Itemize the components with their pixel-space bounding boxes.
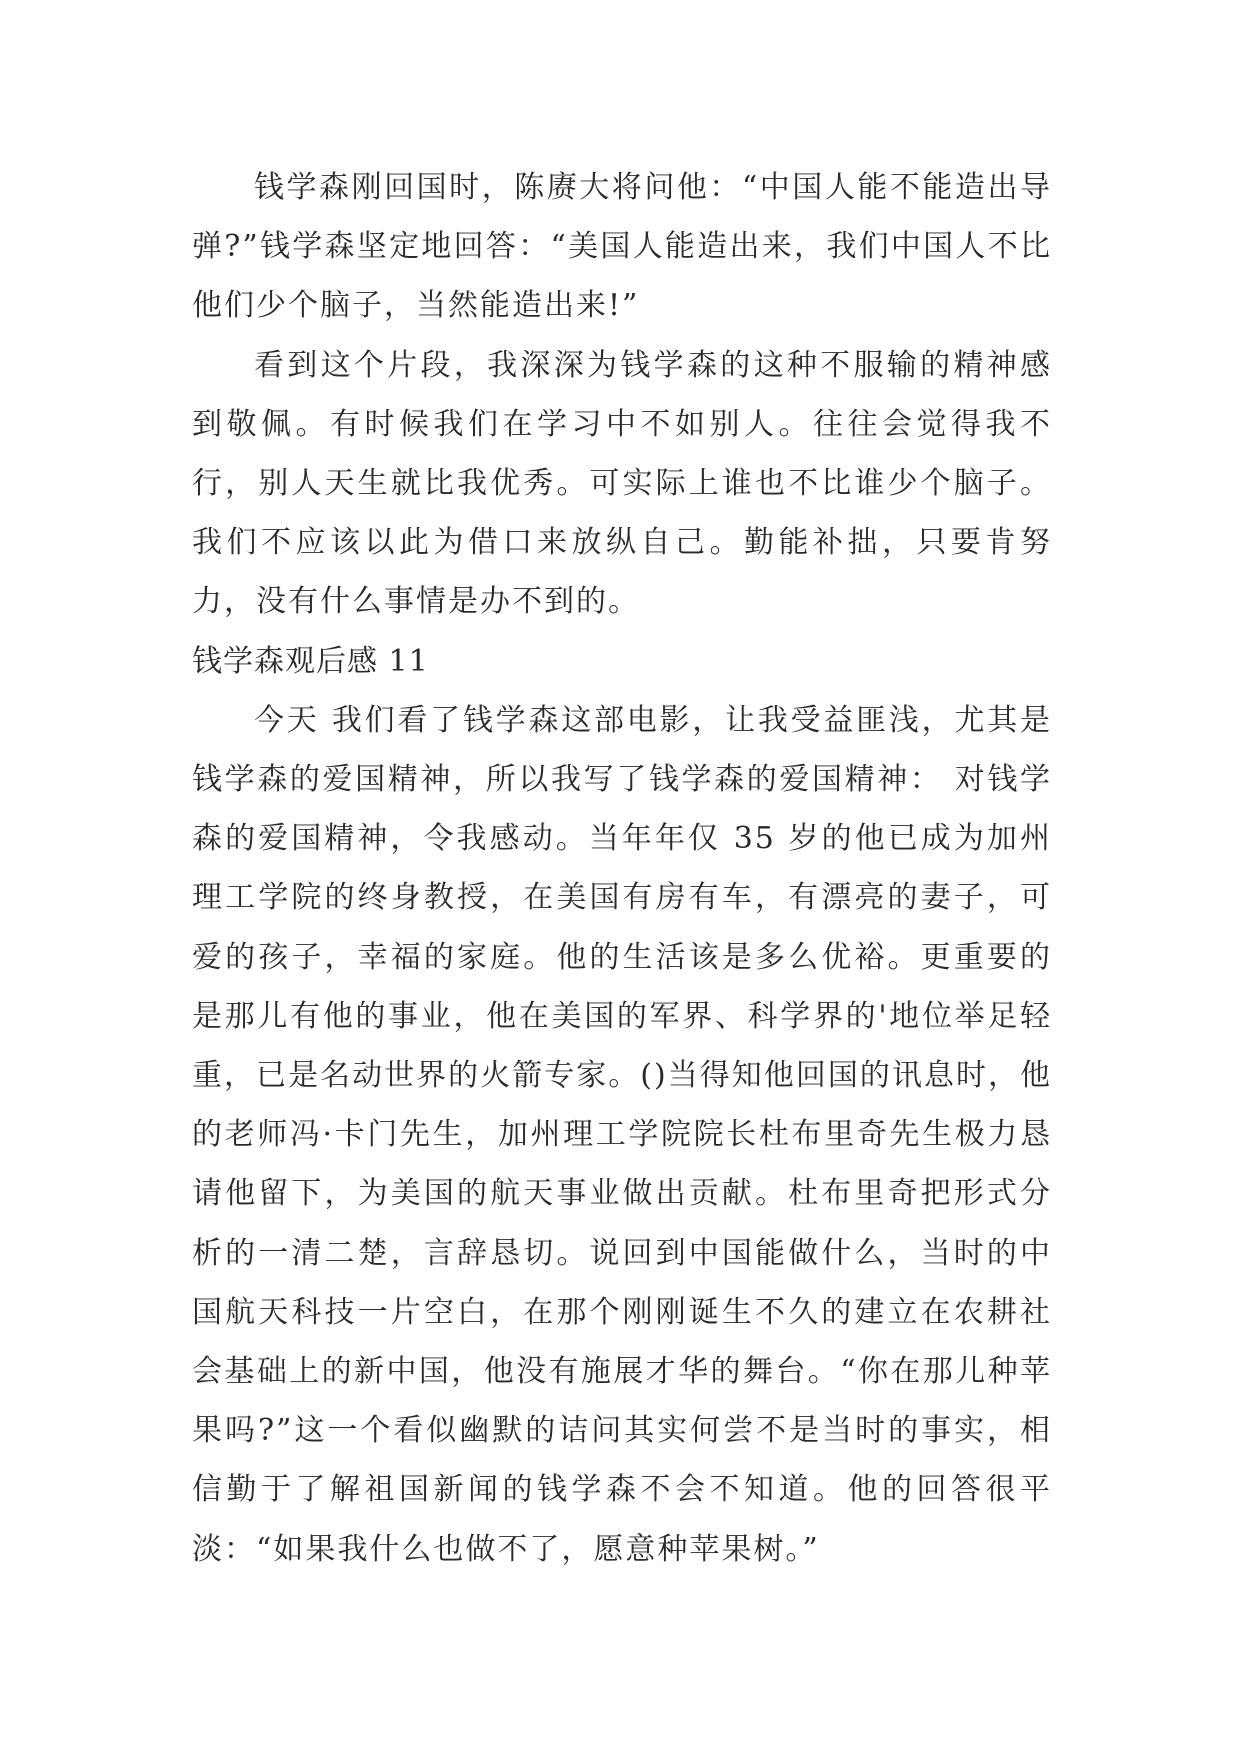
paragraph-2: 看到这个片段，我深深为钱学森的这种不服输的精神感到敬佩。有时候我们在学习中不如别人。往往会觉得我不行，别人天生就比我优秀。可实际上谁也不比谁少个脑子。我们不应该以此为借口来放纵自己。勤能补拙，只要肯努力，没有什么事情是办不到的。 [192,347,1052,620]
paragraph-1: 钱学森刚回国时，陈赓大将问他：“中国人能不能造出导弹?”钱学森坚定地回答：“美国人能造出来，我们中国人不比他们少个脑子，当然能造出来!” [192,170,1052,324]
paragraph-3: 今天 我们看了钱学森这部电影，让我受益匪浅，尤其是钱学森的爱国精神，所以我写了钱学森的爱国精神： 对钱学森的爱国精神，令我感动。当年年仅 35 岁的他已成为加州理工学院的终身教授，在美国有房有车，有漂亮的妻子，可爱的孩子，幸福的家庭。他的生活该是多么优裕。更重要的是那儿有他的事业，他在美国的军界、科学界的'地位举足轻重，已是名动世界的火箭专家。()当得知他回国的讯息时，他的老师冯·卡门先生，加州理工学院院长杜布里奇先生极力恳请他留下，为美国的航天事业做出贡献。杜布里奇把形式分析的一清二楚，言辞恳切。说回到中国能做什么，当时的中国航天科技一片空白，在那个刚刚诞生不久的建立在农耕社会基础上的新中国，他没有施展才华的舞台。“你在那儿种苹果吗?”这一个看似幽默的诘问其实何尝不是当时的事实，相信勤于了解祖国新闻的钱学森不会不知道。他的回答很平淡：“如果我什么也做不了，愿意种苹果树。” [192,702,1052,1567]
section-title: 钱学森观后感 11 [192,643,429,679]
document-page [192,158,1052,1579]
